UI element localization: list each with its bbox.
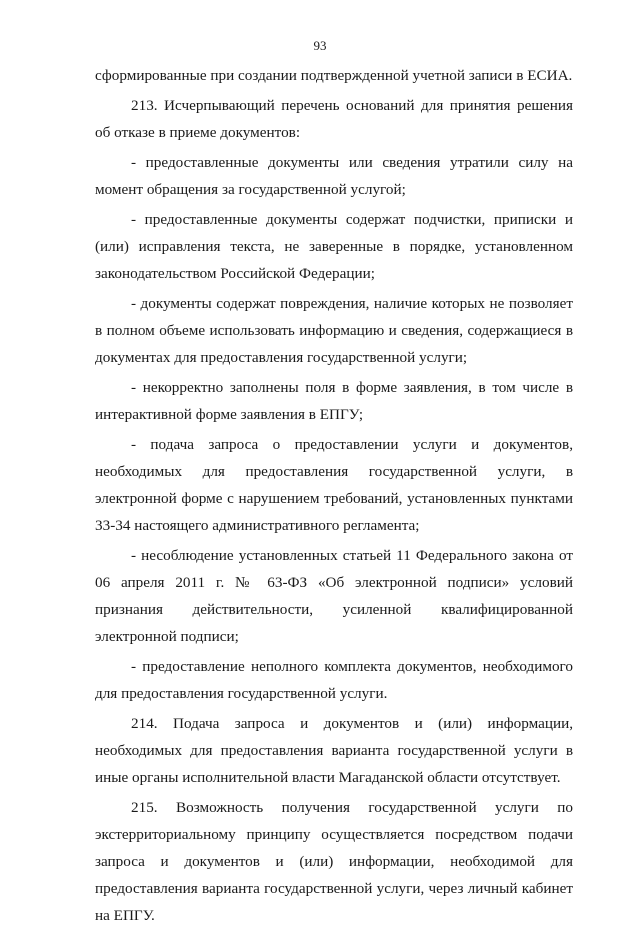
list-item: - подача запроса о предоставлении услуги и документов, необходимых для предоставления государственной услуги, в электронной форме с нарушением требований, установленных пунктами 33-34 настоящего административного регламента;: [95, 436, 573, 534]
page-number: 93: [313, 38, 327, 53]
paragraph-214: 214. Подача запроса и документов и (или) информации, необходимых для предоставления варианта государственной услуги в иные органы исполнительной власти Магаданской области отсутствует.: [95, 715, 573, 786]
paragraph-213: 213. Исчерпывающий перечень оснований для принятия решения об отказе в приеме документов:: [95, 97, 573, 141]
paragraph-215: 215. Возможность получения государственной услуги по экстерриториальному принципу осуществляется посредством подачи запроса и документов и (или) информации, необходимой для предоставления варианта государственной услуги, через личный кабинет на ЕПГУ.: [95, 799, 573, 924]
paragraph-continuation: сформированные при создании подтвержденной учетной записи в ЕСИА.: [95, 67, 573, 84]
list-item: - несоблюдение установленных статьей 11 Федерального закона от 06 апреля 2011 г. № 63-ФЗ «Об электронной подписи» условий признания действительности, усиленной квалифицированной электронной подписи;: [95, 547, 573, 645]
list-item: - некорректно заполнены поля в форме заявления, в том числе в интерактивной форме заявления в ЕПГУ;: [95, 379, 573, 423]
list-item: - предоставленные документы содержат подчистки, приписки и (или) исправления текста, не заверенные в порядке, установленном законодательством Российской Федерации;: [95, 211, 573, 282]
document-body: [95, 62, 573, 932]
list-item: - предоставленные документы или сведения утратили силу на момент обращения за государственной услугой;: [95, 154, 573, 198]
list-item: - предоставление неполного комплекта документов, необходимого для предоставления государственной услуги.: [95, 658, 573, 702]
list-item: - документы содержат повреждения, наличие которых не позволяет в полном объеме использовать информацию и сведения, содержащиеся в документах для предоставления государственной услуги;: [95, 295, 573, 366]
